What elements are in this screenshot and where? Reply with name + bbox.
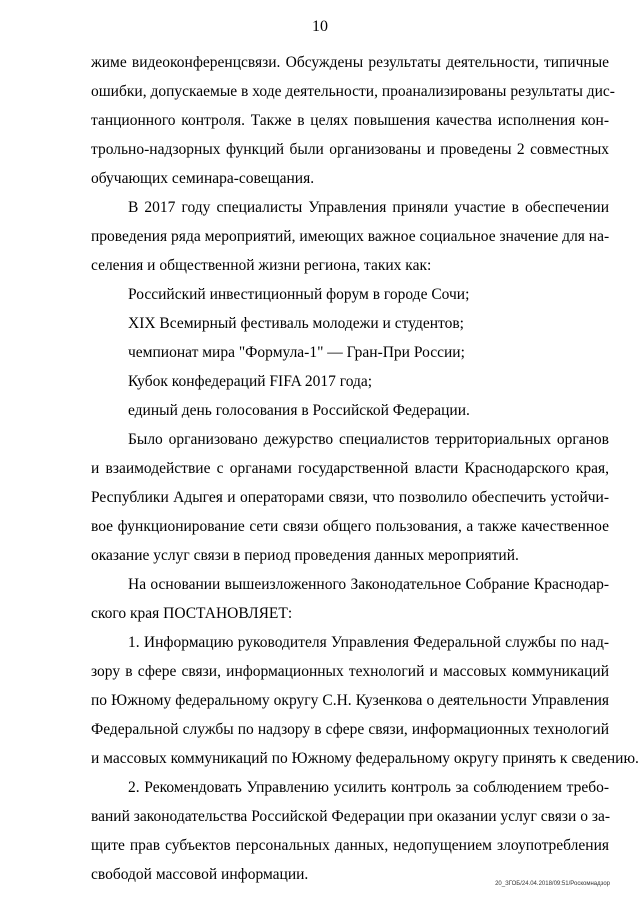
text-line: жиме видеоконференцсвязи. Обсуждены результаты деятельности, типичные bbox=[91, 54, 609, 71]
text-line: танционного контроля. Также в целях повышения качества исполнения кон- bbox=[91, 112, 609, 129]
list-item: чемпионат мира "Формула-1" — Гран-При России; bbox=[128, 344, 465, 361]
text-line: зору в сфере связи, информационных технологий и массовых коммуникаций bbox=[91, 663, 609, 680]
text-line: ваний законодательства Российской Федерации при оказании услуг связи о за- bbox=[91, 808, 610, 825]
text-line: Было организовано дежурство специалистов территориальных органов bbox=[128, 431, 609, 448]
list-item: Российский инвестиционный форум в городе Сочи; bbox=[128, 286, 470, 303]
list-item: единый день голосования в Российской Федерации. bbox=[128, 402, 470, 419]
resolution-item-2 bbox=[91, 773, 609, 889]
text-line: селения и общественной жизни региона, таких как: bbox=[91, 257, 432, 274]
text-line: В 2017 году специалисты Управления приняли участие в обеспечении bbox=[128, 199, 609, 216]
text-line: свободой массовой информации. bbox=[91, 866, 309, 883]
text-line: и массовых коммуникаций по Южному федеральному округу принять к сведению. bbox=[91, 750, 639, 767]
text-line: по Южному федеральному округу С.Н. Кузенкова о деятельности Управления bbox=[91, 692, 609, 709]
paragraph-resolution-preamble bbox=[91, 570, 609, 628]
text-line: Республики Адыгея и операторами связи, что позволило обеспечить устойчи- bbox=[91, 489, 609, 506]
text-line: 1. Информацию руководителя Управления Федеральной службы по над- bbox=[128, 634, 609, 651]
paragraph-videoconference-results bbox=[91, 48, 615, 193]
registration-stamp: 20_ЗГОБ/24.04.2018/09:51/Роскомнадзор bbox=[495, 881, 610, 887]
text-line: проведения ряда мероприятий, имеющих важное социальное значение для на- bbox=[91, 228, 610, 245]
text-line: обучающих семинара-совещания. bbox=[91, 170, 315, 187]
list-item: Кубок конфедераций FIFA 2017 года; bbox=[128, 373, 373, 390]
text-line: оказание услуг связи в период проведения данных мероприятий. bbox=[91, 547, 519, 564]
text-line: вое функционирование сети связи общего пользования, а также качественное bbox=[91, 518, 609, 535]
resolution-item-1 bbox=[91, 628, 639, 773]
paragraph-duty-organization bbox=[91, 425, 609, 570]
text-line: ошибки, допускаемые в ходе деятельности, проанализированы результаты дис- bbox=[91, 83, 615, 100]
text-line: и взаимодействие с органами государственной власти Краснодарского края, bbox=[91, 460, 609, 477]
text-line: Федеральной службы по надзору в сфере связи, информационных технологий bbox=[91, 721, 609, 738]
events-list bbox=[91, 280, 609, 425]
text-line: ского края ПОСТАНОВЛЯЕТ: bbox=[91, 605, 293, 622]
list-item: XIX Всемирный фестиваль молодежи и студентов; bbox=[128, 315, 464, 332]
text-line: На основании вышеизложенного Законодательное Собрание Краснодар- bbox=[128, 576, 609, 593]
text-line: 2. Рекомендовать Управлению усилить контроль за соблюдением требо- bbox=[128, 779, 609, 796]
text-line: трольно-надзорных функций были организованы и проведены 2 совместных bbox=[91, 141, 609, 158]
page-number: 10 bbox=[312, 18, 328, 35]
paragraph-2017-events-intro bbox=[91, 193, 609, 280]
document-body bbox=[91, 48, 639, 889]
text-line: щите прав субъектов персональных данных, недопущением злоупотребления bbox=[91, 837, 609, 854]
